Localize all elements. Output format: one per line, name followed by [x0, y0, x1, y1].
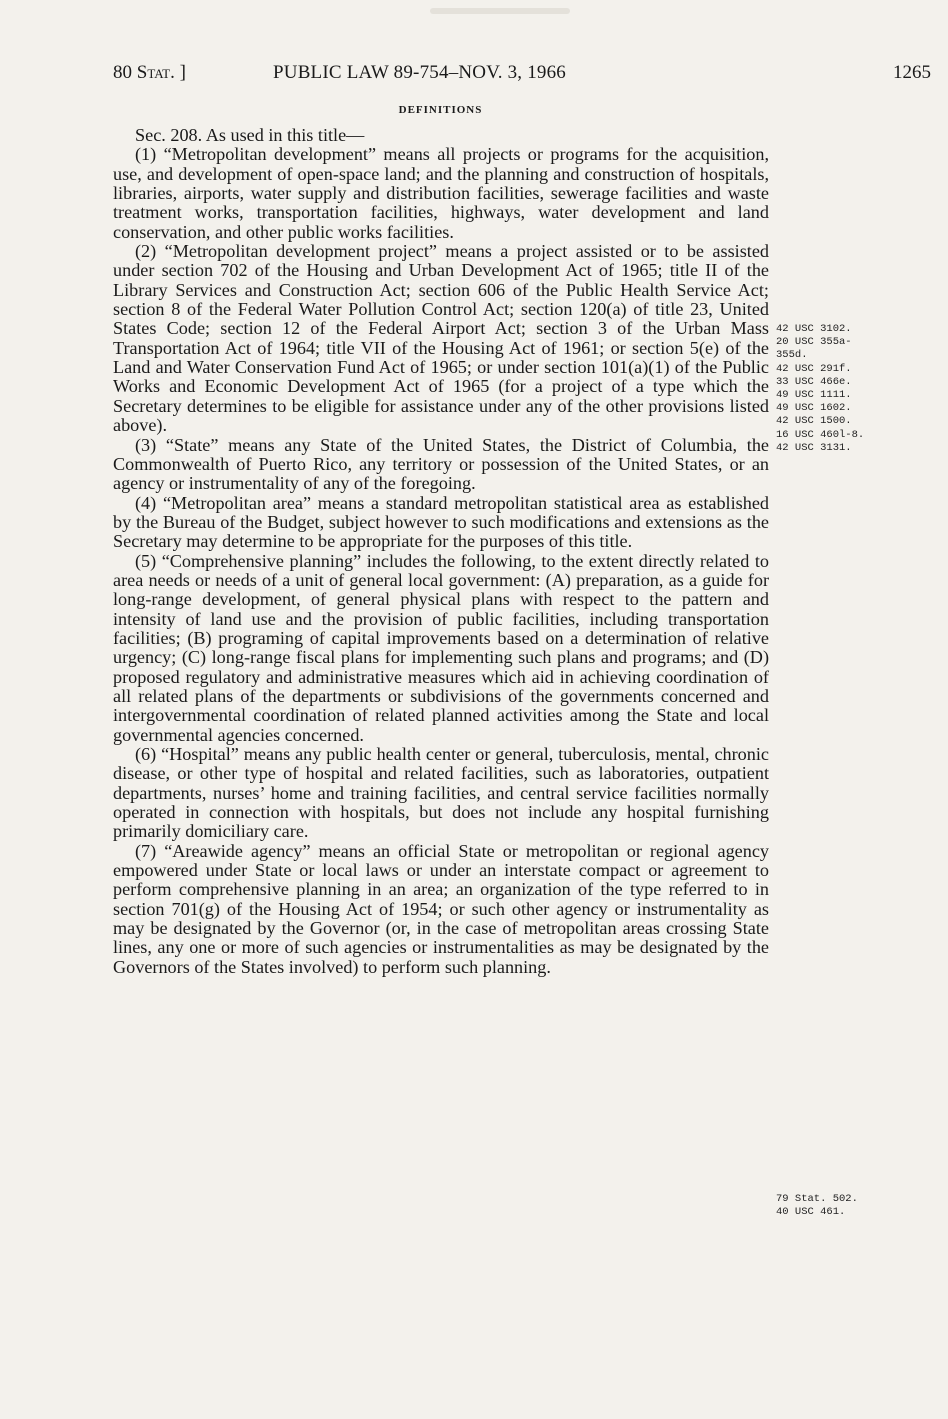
section-heading: DEFINITIONS: [398, 104, 483, 116]
public-law-title: PUBLIC LAW 89-754–NOV. 3, 1966: [273, 62, 567, 83]
margin-citation: 42 USC 3131.: [776, 441, 852, 454]
margin-citation: 79 Stat. 502.: [776, 1193, 858, 1205]
definition-metropolitan-area: (4) “Metropolitan area” means a standard metropolitan statistical area as established by the Bureau of the Budget, subject however to such modifications and extensions as the Secretary may determine to be appropriate for the purposes of this title.: [113, 492, 769, 552]
margin-citation: 20 USC 355a-: [776, 336, 852, 349]
statute-body: [113, 126, 769, 977]
definition-metropolitan-development: (1) “Metropolitan development” means all projects or programs for the acquisition, use, and development of open-space land; and the planning and construction of hospitals, libraries, airports, water supply and distribution facilities, sewerage facilities and waste treatment works, transportation facilities, highways, water development and land conservation, and other public works facilities.: [113, 144, 769, 242]
margin-citation: 355d.: [776, 349, 808, 362]
section-intro: Sec. 208. As used in this title—: [135, 125, 365, 145]
margin-citations-group-a: [776, 323, 916, 455]
margin-citation: 42 USC 291f.: [776, 362, 852, 375]
margin-citation: 42 USC 3102.: [776, 323, 852, 335]
definition-comprehensive-planning: (5) “Comprehensive planning” includes the following, to the extent directly related to area needs or needs of a unit of general local government: (A) preparation, as a guide for long-range development, of general physical plans with respect to the pattern and intensity of land use and the provision of public facilities, including transportation facilities; (B) programing of capital improvements based on a determination of relative urgency; (C) long-range fiscal plans for implementing such plans and programs; and (D) proposed regulatory and administrative measures which aid in achieving coordination of all related plans of the departments or subdivisions of the governments concerned and intergovernmental coordination of related planned activities among the State and local governmental agencies concerned.: [113, 550, 769, 745]
statute-volume-label: 80 Stat. ]: [113, 62, 186, 83]
margin-citation: 42 USC 1500.: [776, 415, 852, 428]
margin-citation: 40 USC 461.: [776, 1206, 846, 1219]
page-number: 1265: [893, 62, 931, 83]
margin-citation: 33 USC 466e.: [776, 375, 852, 388]
running-head: [113, 62, 931, 86]
margin-citations-group-b: [776, 1193, 916, 1219]
margin-citation: 49 USC 1602.: [776, 402, 852, 415]
definition-metropolitan-development-project: (2) “Metropolitan development project” means a project assisted or to be assisted under section 702 of the Housing and Urban Development Act of 1965; title II of the Library Services and Construction Act; section 606 of the Public Health Service Act; section 8 of the Federal Water Pollution Control Act; section 120(a) of title 23, United States Code; section 12 of the Federal Airport Act; section 3 of the Urban Mass Transportation Act of 1964; title VII of the Housing Act of 1961; or section 5(e) of the Land and Water Conservation Fund Act of 1965; or under section 101(a)(1) of the Public Works and Economic Development Act of 1965 (for a project of a type which the Secretary determines to be eligible for assistance under any of the other provisions listed above).: [113, 241, 769, 436]
definition-hospital: (6) “Hospital” means any public health center or general, tuberculosis, mental, chronic disease, or other type of hospital and related facilities, such as laboratories, outpatient departments, nurses’ home and training facilities, and central service facilities normally operated in connection with hospitals, but does not include any hospital furnishing primarily domiciliary care.: [113, 744, 769, 842]
bleed-through-mark: [430, 8, 570, 14]
definition-areawide-agency: (7) “Areawide agency” means an official State or metropolitan or regional agency empowered under State or local laws or under an interstate compact or agreement to perform comprehensive planning in an area; an organization of the type referred to in section 701(g) of the Housing Act of 1954; or such other agency or instrumentality as may be designated by the Governor (or, in the case of metropolitan areas crossing State lines, any one or more of such agencies or instrumentalities as may be designated by the Governors of the States involved) to perform such planning.: [113, 840, 769, 977]
margin-citation: 16 USC 460l-8.: [776, 428, 865, 441]
definition-state: (3) “State” means any State of the United States, the District of Columbia, the Commonwealth of Puerto Rico, any territory or possession of the United States, or an agency or instrumentality of any of the foregoing.: [113, 434, 769, 494]
margin-citation: 49 USC 1111.: [776, 389, 852, 402]
